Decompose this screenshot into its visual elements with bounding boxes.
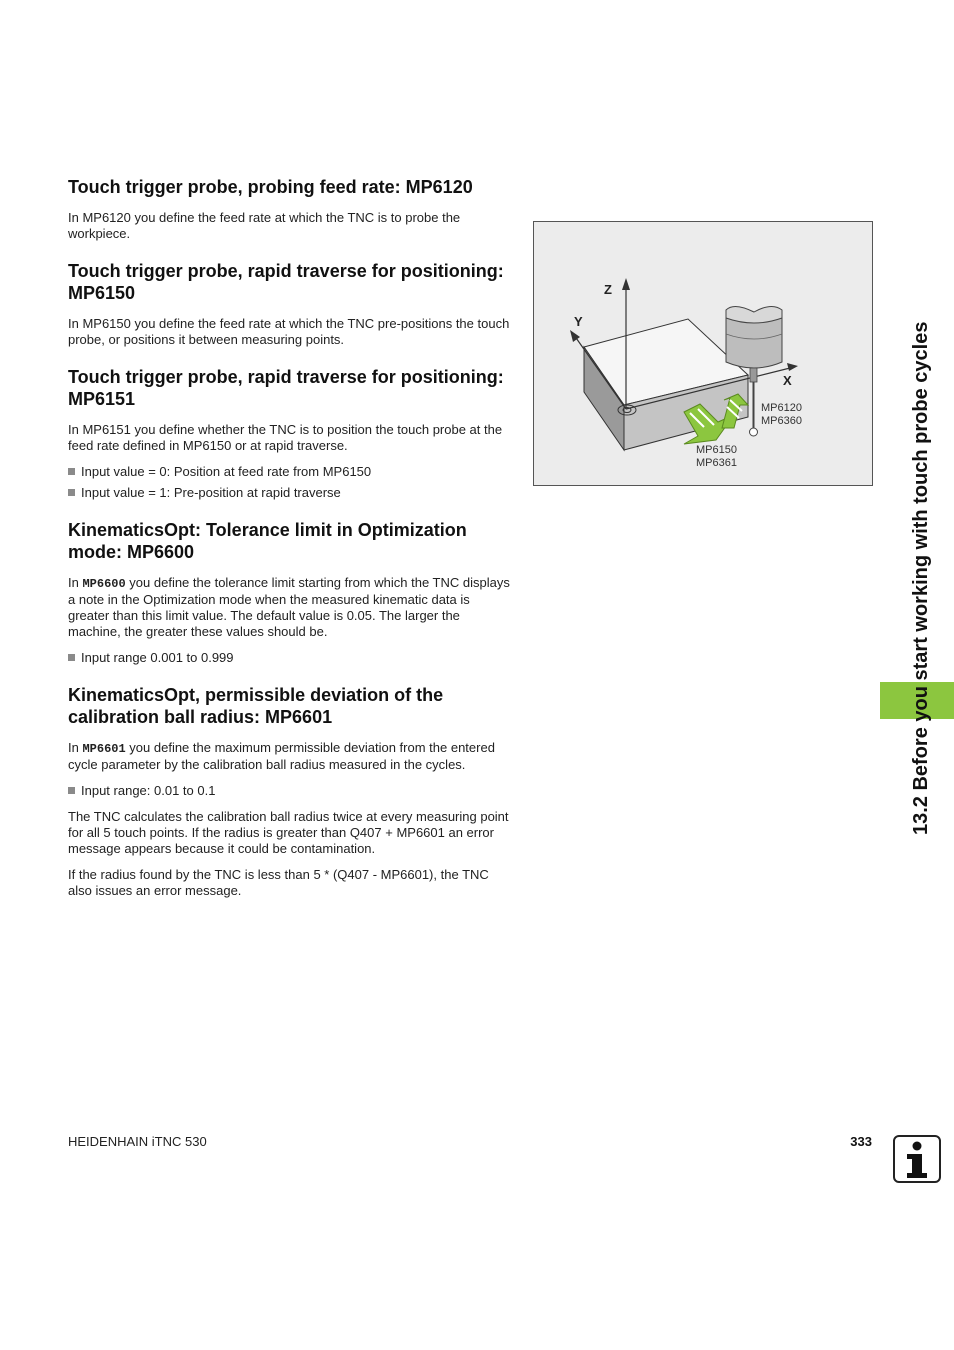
- label-mp6120: MP6120: [761, 402, 802, 414]
- bullet-square-icon: [68, 489, 75, 496]
- bullet-square-icon: [68, 468, 75, 475]
- x-axis-arrow: [787, 363, 798, 371]
- bullet-square-icon: [68, 787, 75, 794]
- page-number: 333: [850, 1134, 872, 1149]
- section-mp6601: [68, 684, 512, 899]
- section-heading: Touch trigger probe, probing feed rate: MP6120: [68, 177, 473, 197]
- section-mp6600: [68, 519, 512, 666]
- section-heading: KinematicsOpt: Tolerance limit in Optimization mode: MP6600: [68, 520, 467, 562]
- section-paragraph: In MP6120 you define the feed rate at which the TNC is to probe the workpiece.: [68, 210, 461, 241]
- section-mp6120: [68, 176, 512, 242]
- label-mp6150: MP6150: [696, 444, 737, 456]
- section-paragraph: In MP6600 you define the tolerance limit starting from which the TNC displays a note in the Optimization mode when the measured kinematic data is greater than this limit value. The default value is 0.05. The larger the machine, the greater these values should be.: [68, 575, 510, 639]
- section-heading: Touch trigger probe, rapid traverse for positioning: MP6151: [68, 367, 504, 409]
- axis-label-y: Y: [574, 314, 583, 329]
- section-paragraph: In MP6601 you define the maximum permissible deviation from the entered cycle parameter by the calibration ball radius measured in the cycles.: [68, 740, 495, 772]
- axis-label-z: Z: [604, 282, 612, 297]
- bullet-square-icon: [68, 654, 75, 661]
- label-mp6360: MP6360: [761, 415, 802, 427]
- probe-diagram-svg: [534, 222, 872, 485]
- chapter-side-title: 13.2 Before you start working with touch probe cycles: [910, 321, 932, 835]
- bullet-item: Input value = 0: Position at feed rate from MP6150: [68, 464, 512, 480]
- axis-label-x: X: [783, 373, 792, 388]
- y-axis-arrow: [570, 330, 580, 342]
- probe-ball: [750, 428, 758, 436]
- section-heading: Touch trigger probe, rapid traverse for positioning: MP6150: [68, 261, 504, 303]
- probe-head-top: [726, 306, 782, 323]
- footer-product-name: HEIDENHAIN iTNC 530: [68, 1134, 207, 1149]
- parameter-code: MP6600: [82, 577, 126, 591]
- bullet-item: Input range 0.001 to 0.999: [68, 650, 512, 666]
- bullet-item: Input range: 0.01 to 0.1: [68, 783, 512, 799]
- parameter-code: MP6601: [82, 742, 126, 756]
- z-axis-arrow: [622, 278, 630, 290]
- label-mp6361: MP6361: [696, 457, 737, 469]
- section-mp6150: [68, 260, 512, 348]
- section-paragraph: In MP6151 you define whether the TNC is to position the touch probe at the feed rate defined in MP6150 or at rapid traverse.: [68, 422, 503, 453]
- probe-shank: [750, 368, 757, 382]
- section-paragraph: In MP6150 you define the feed rate at which the TNC pre-positions the touch probe, or positions it between measuring points.: [68, 316, 510, 347]
- section-mp6151: [68, 366, 512, 501]
- main-content: [68, 176, 512, 909]
- section-paragraph: The TNC calculates the calibration ball radius twice at every measuring point for all 5 touch points. If the radius is greater than Q407 + MP6601 an error message appears because it could be contamination.: [68, 809, 509, 856]
- info-icon: [893, 1135, 941, 1183]
- section-paragraph: If the radius found by the TNC is less than 5 * (Q407 - MP6601), the TNC also issues an error message.: [68, 867, 489, 898]
- bullet-item: Input value = 1: Pre-position at rapid traverse: [68, 485, 512, 501]
- section-heading: KinematicsOpt, permissible deviation of the calibration ball radius: MP6601: [68, 685, 444, 727]
- probe-diagram-figure: [533, 221, 873, 486]
